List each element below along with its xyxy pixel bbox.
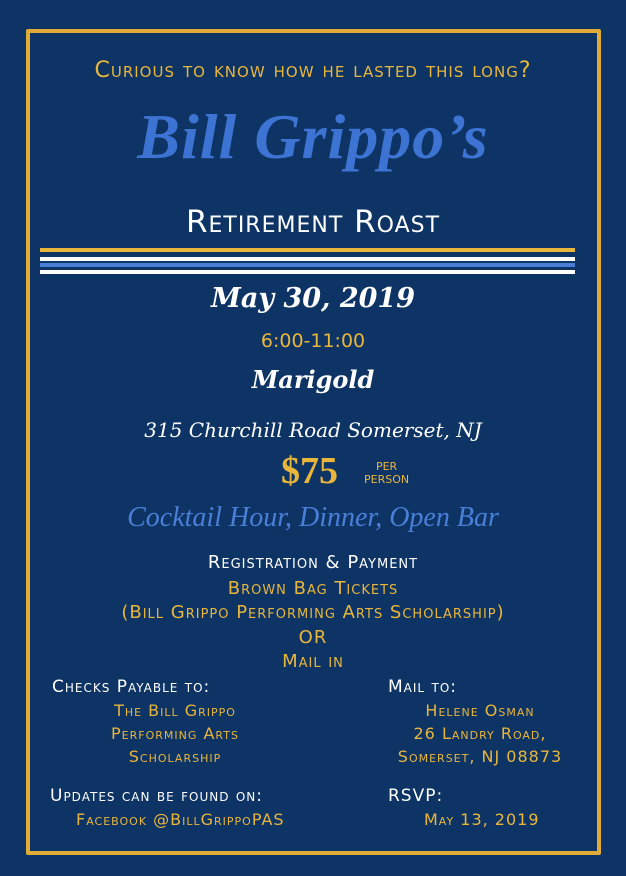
price-block (0, 449, 626, 499)
divider-stripe-white (40, 257, 575, 261)
registration-or: OR (298, 627, 328, 648)
mail-to-line: Somerset, NJ 08873 (397, 747, 563, 766)
checks-payable-line: Scholarship (128, 747, 222, 766)
event-date: May 30, 2019 (211, 283, 415, 314)
price-amount: $75 (281, 450, 338, 492)
mail-to-line: Helene Osman (425, 701, 535, 720)
venue-address: 315 Churchill Road Somerset, NJ (144, 418, 482, 442)
registration-title: Registration & Payment (207, 552, 419, 573)
divider-stripe-gold (40, 248, 575, 252)
tagline: Curious to know how he lasted this long? (94, 58, 532, 83)
checks-payable-line: The Bill Grippo (114, 701, 236, 720)
honoree-name: Bill Grippo’s (137, 101, 489, 172)
checks-payable-line: Performing Arts (111, 724, 239, 743)
checks-payable-title: Checks Payable to: (52, 677, 211, 697)
rsvp-title: RSVP: (388, 786, 444, 806)
event-time: 6:00-11:00 (260, 330, 366, 352)
event-perks: Cocktail Hour, Dinner, Open Bar (127, 502, 499, 533)
venue-name: Marigold (251, 365, 375, 394)
event-title: Retirement Roast (185, 204, 441, 240)
price-unit (364, 460, 409, 486)
updates-title: Updates can be found on: (50, 786, 264, 806)
price-unit-line2: PERSON (364, 473, 410, 486)
registration-line-2: (Bill Grippo Performing Arts Scholarship) (121, 602, 505, 623)
divider-stripe-white-2 (40, 270, 575, 274)
mail-to-line: 26 Landry Road, (413, 724, 547, 743)
price-unit-line1: PER (375, 460, 398, 473)
registration-line-3: Mail in (282, 651, 344, 672)
rsvp-date: May 13, 2019 (424, 810, 540, 829)
updates-facebook: Facebook @BillGrippoPAS (76, 810, 285, 829)
divider-stripe-blue (40, 263, 575, 267)
registration-line-1: Brown Bag Tickets (227, 578, 399, 599)
mail-to-title: Mail to: (388, 677, 458, 697)
